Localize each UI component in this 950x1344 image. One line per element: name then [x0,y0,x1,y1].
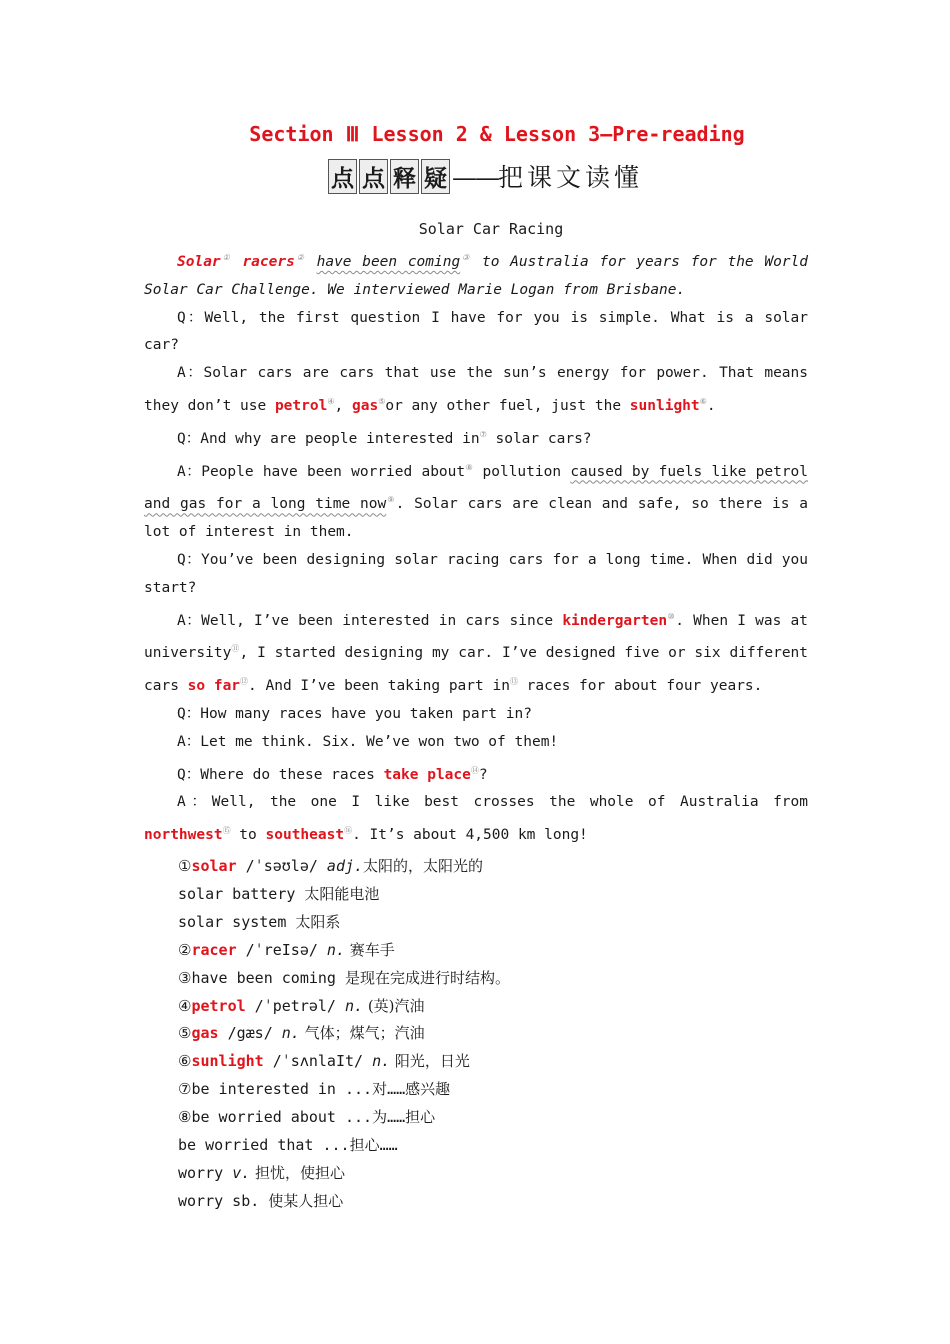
note-item: ①solar /ˈsəʊlə/ adj.太阳的，太阳光的 [178,857,484,875]
page-subtitle [328,158,643,194]
note-item: solar system 太阳系 [178,912,341,931]
note-item: ⑤gas /gæs/ n. 气体；煤气；汽油 [178,1024,425,1043]
intro-paragraph: Solar① racers② have been coming③ to Australia for years for the World Solar Car Challenge. We interviewed Marie Logan from Brisbane. [144,253,808,298]
answer-4: A：Let me think. Six. We’ve won two of them! [177,733,559,750]
vocabulary-notes [178,853,510,1216]
subtitle-text: 把课文读懂 [498,163,644,192]
subtitle-char: 点 [359,159,388,194]
subtitle-dash: —— [452,163,498,192]
question-1: Q：Well, the first question I have for you is simple. What is a solar car? [144,309,808,354]
note-item: ⑧be worried about ...为……担心 [178,1108,436,1127]
note-item: ②racer /ˈreIsə/ n. 赛车手 [178,940,395,959]
note-item: ⑦be interested in ...对……感兴趣 [178,1080,451,1099]
subtitle-char: 疑 [421,159,450,194]
subtitle-char: 点 [328,159,357,194]
answer-2: A：People have been worried about⑧ pollution caused by fuels like petrol and gas for a long time now⑨. Solar cars are clean and safe, so there is a lot of interest in them. [144,462,809,541]
note-item: ③have been coming 是现在完成进行时结构。 [178,968,510,987]
question-2: Q：And why are people interested in⑦ solar cars? [177,429,592,447]
note-item: ⑥sunlight /ˈsʌnlaIt/ n. 阳光，日光 [178,1052,470,1071]
page-title: Section Ⅲ Lesson 2 & Lesson 3—Pre-reading [249,122,745,146]
subtitle-char: 释 [390,159,419,194]
answer-3: A：Well, I’ve been interested in cars since kindergarten⑩. When I was at university⑪, I started designing my car. I’ve designed five or six different cars so far⑫. And I’ve been taking part in⑬ races for about four years. [144,611,809,695]
note-item: be worried that ...担心…… [178,1136,398,1155]
article-heading: Solar Car Racing [418,220,564,238]
note-item: solar battery 太阳能电池 [178,884,380,903]
answer-1: A：Solar cars are cars that use the sun’s energy for power. That means they don’t use petrol④, gas⑤or any other fuel, just the sunlight⑥. [144,365,808,414]
answer-5: A：Well, the one I like best crosses the whole of Australia from northwest⑮ to southeast⑯. It’s about 4,500 km long! [144,794,808,844]
question-4: Q：How many races have you taken part in? [177,705,532,722]
note-item: ④petrol /ˈpetrəl/ n. (英)汽油 [178,996,425,1015]
question-3: Q：You’ve been designing solar racing cars for a long time. When did you start? [144,551,808,596]
note-item: worry v. 担忧，使担心 [178,1163,346,1182]
article-body [144,244,808,850]
question-5: Q：Where do these races take place⑭? [177,765,488,783]
note-item: worry sb. 使某人担心 [178,1191,344,1210]
